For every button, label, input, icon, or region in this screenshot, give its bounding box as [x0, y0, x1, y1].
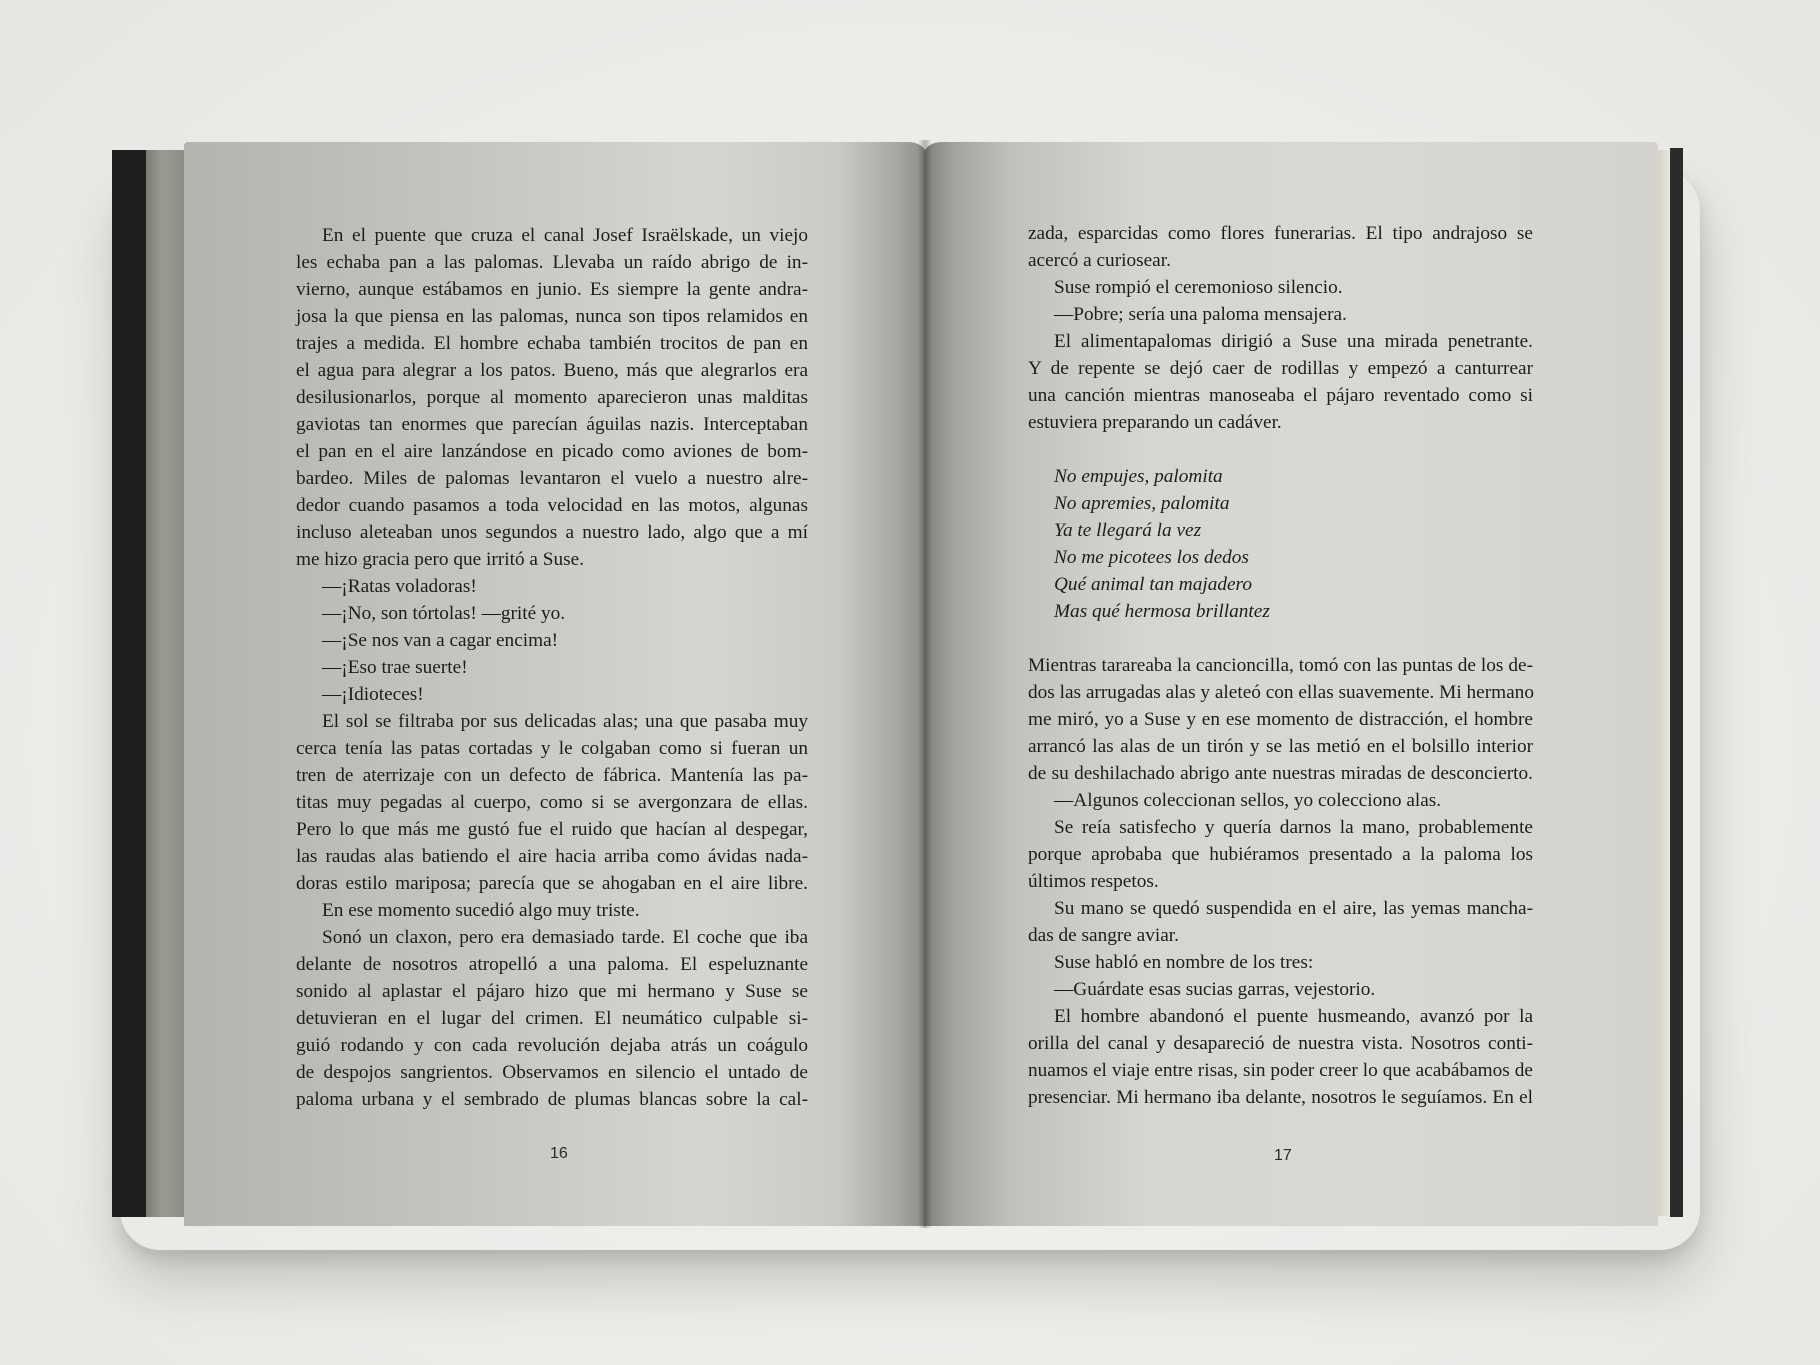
left-page-text	[296, 222, 808, 1113]
text-line: una canción mientras manoseaba el pájaro reventado como si	[1028, 385, 1533, 406]
text-line: dedor cuando pasamos a toda velocidad en las motos, algunas	[296, 495, 808, 516]
text-line: doras estilo mariposa; parecía que se ahogaban en el aire libre.	[296, 873, 808, 894]
text-line: josa la que piensa en las palomas, nunca son tipos relamidos en	[296, 306, 808, 327]
page-number-left: 16	[550, 1145, 568, 1162]
poem-line: Qué animal tan majadero	[1054, 574, 1252, 595]
text-line: bardeo. Miles de palomas levantaron el vuelo a nuestro alre-	[296, 468, 808, 489]
text-line: —Algunos coleccionan sellos, yo colecciono alas.	[1054, 790, 1442, 811]
text-line: —¡Se nos van a cagar encima!	[322, 630, 559, 651]
text-line: —¡Idioteces!	[322, 684, 424, 705]
poem-line: No apremies, palomita	[1054, 493, 1230, 514]
text-line: acercó a curiosear.	[1028, 250, 1171, 271]
text-line: Su mano se quedó suspendida en el aire, las yemas mancha-	[1054, 898, 1533, 919]
text-line: vierno, aunque estábamos en junio. Es siempre la gente andra-	[296, 279, 808, 300]
stanza-gap	[1028, 625, 1533, 652]
text-line: incluso aleteaban unos segundos a nuestro lado, algo que a mí	[296, 522, 808, 543]
text-line: Mientras tarareaba la cancioncilla, tomó con las puntas de los de-	[1028, 655, 1533, 676]
text-line: En ese momento sucedió algo muy triste.	[322, 900, 640, 921]
text-line: En el puente que cruza el canal Josef Israëlskade, un viejo	[322, 225, 808, 246]
text-line: trajes a medida. El hombre echaba también trocitos de pan en	[296, 333, 808, 354]
text-line: detuvieran en el lugar del crimen. El neumático culpable si-	[296, 1008, 808, 1029]
text-line: delante de nosotros atropelló a una paloma. El espeluznante	[296, 954, 808, 975]
text-line: de su deshilachado abrigo ante nuestras miradas de desconcierto.	[1028, 763, 1533, 784]
left-page	[184, 142, 926, 1226]
text-line: de despojos sangrientos. Observamos en silencio el untado de	[296, 1062, 808, 1083]
text-line: —¡Ratas voladoras!	[322, 576, 477, 597]
text-line: tren de aterrizaje con un defecto de fábrica. Mantenía las pa-	[296, 765, 808, 786]
text-line: sonido al aplastar el pájaro hizo que mi hermano y Suse se	[296, 981, 808, 1002]
text-line: les echaba pan a las palomas. Llevaba un raído abrigo de in-	[296, 252, 808, 273]
text-line: —Guárdate esas sucias garras, vejestorio.	[1054, 979, 1376, 1000]
text-line: desilusionarlos, porque al momento aparecieron unas malditas	[296, 387, 808, 408]
text-line: las raudas alas batiendo el aire hacia arriba como ávidas nada-	[296, 846, 808, 867]
text-line: gaviotas tan enormes que parecían águilas nazis. Interceptaban	[296, 414, 808, 435]
poem-line: Mas qué hermosa brillantez	[1054, 601, 1270, 622]
text-line: últimos respetos.	[1028, 871, 1159, 892]
right-page	[924, 142, 1658, 1226]
poem-line: Ya te llegará la vez	[1054, 520, 1202, 541]
text-line: me hizo gracia pero que irritó a Suse.	[296, 549, 585, 570]
text-line: cerca tenía las patas cortadas y le colgaban como si fueran un	[296, 738, 808, 759]
text-line: Pero lo que más me gustó fue el ruido que hacían al despegar,	[296, 819, 808, 840]
text-line: El sol se filtraba por sus delicadas alas; una que pasaba muy	[322, 711, 808, 732]
text-line: El alimentapalomas dirigió a Suse una mirada penetrante.	[1054, 331, 1533, 352]
stanza-gap	[1028, 436, 1533, 463]
text-line: Sonó un claxon, pero era demasiado tarde. El coche que iba	[322, 927, 808, 948]
text-line: titas muy pegadas al cuerpo, como si se avergonzara de ellas.	[296, 792, 808, 813]
text-line: Se reía satisfecho y quería darnos la mano, probablemente	[1054, 817, 1533, 838]
text-line: guió rodando y con cada revolución dejaba atrás un coágulo	[296, 1035, 808, 1056]
text-line: el pan en el aire lanzándose en picado como aviones de bom-	[296, 441, 808, 462]
text-line: estuviera preparando un cadáver.	[1028, 412, 1282, 433]
text-line: —Pobre; sería una paloma mensajera.	[1054, 304, 1347, 325]
book-cover-right	[1670, 148, 1683, 1217]
text-line: arrancó las alas de un tirón y se las metió en el bolsillo interior	[1028, 736, 1533, 757]
text-line: Y de repente se dejó caer de rodillas y empezó a canturrear	[1028, 358, 1533, 379]
text-line: el agua para alegrar a los patos. Bueno, más que alegrarlos era	[296, 360, 808, 381]
text-line: El hombre abandonó el puente husmeando, avanzó por la	[1054, 1006, 1533, 1027]
text-line: paloma urbana y el sembrado de plumas blancas sobre la cal-	[296, 1089, 808, 1110]
right-page-text	[1028, 220, 1533, 1111]
text-line: presenciar. Mi hermano iba delante, nosotros le seguíamos. En el	[1028, 1087, 1533, 1108]
text-line: me miró, yo a Suse y en ese momento de distracción, el hombre	[1028, 709, 1533, 730]
text-line: dos las arrugadas alas y aleteó con ellas suavemente. Mi hermano	[1028, 682, 1534, 703]
text-line: Suse rompió el ceremonioso silencio.	[1054, 277, 1343, 298]
poem-line: No me picotees los dedos	[1054, 547, 1249, 568]
text-line: —¡No, son tórtolas! —grité yo.	[322, 603, 566, 624]
poem-line: No empujes, palomita	[1054, 466, 1223, 487]
book-gutter	[918, 140, 932, 1228]
text-line: zada, esparcidas como flores funerarias. El tipo andrajoso se	[1028, 223, 1533, 244]
text-line: orilla del canal y desapareció de nuestra vista. Nosotros conti-	[1028, 1033, 1533, 1054]
text-line: Suse habló en nombre de los tres:	[1054, 952, 1314, 973]
text-line: porque aprobaba que hubiéramos presentado a la paloma los	[1028, 844, 1533, 865]
page-edges-left	[146, 150, 186, 1217]
text-line: das de sangre aviar.	[1028, 925, 1179, 946]
text-line: nuamos el viaje entre risas, sin poder creer lo que acabábamos de	[1028, 1060, 1533, 1081]
text-line: —¡Eso trae suerte!	[322, 657, 468, 678]
page-number-right: 17	[1274, 1147, 1292, 1164]
